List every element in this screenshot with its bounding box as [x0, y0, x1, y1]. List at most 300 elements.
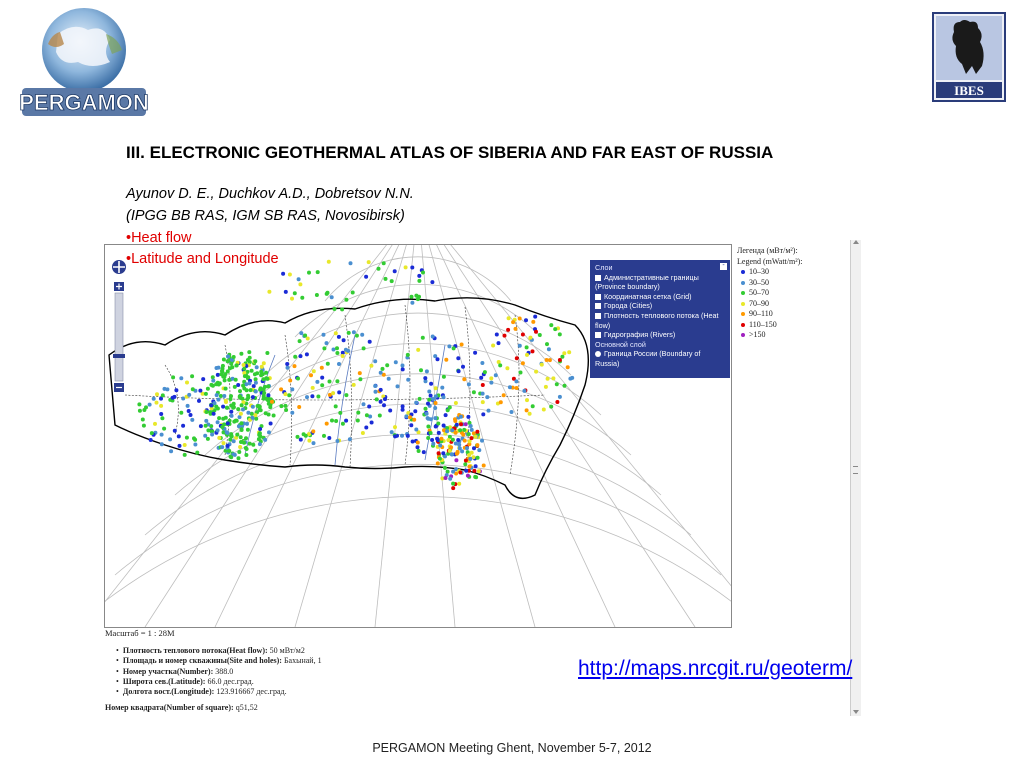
heat-flow-point[interactable]	[193, 443, 197, 447]
heat-flow-point[interactable]	[465, 446, 469, 450]
heat-flow-point[interactable]	[305, 352, 309, 356]
heat-flow-point[interactable]	[426, 402, 430, 406]
heat-flow-point[interactable]	[286, 366, 290, 370]
heat-flow-point[interactable]	[414, 401, 418, 405]
heat-flow-point[interactable]	[566, 365, 570, 369]
heat-flow-point[interactable]	[401, 408, 405, 412]
heat-flow-point[interactable]	[219, 394, 223, 398]
heat-flow-point[interactable]	[521, 361, 525, 365]
heat-flow-point[interactable]	[401, 364, 405, 368]
heat-flow-point[interactable]	[142, 424, 146, 428]
heat-flow-point[interactable]	[538, 333, 542, 337]
heat-flow-point[interactable]	[246, 428, 250, 432]
heat-flow-point[interactable]	[445, 429, 449, 433]
heat-flow-point[interactable]	[226, 421, 230, 425]
heat-flow-point[interactable]	[148, 403, 152, 407]
heat-flow-point[interactable]	[450, 452, 454, 456]
heat-flow-point[interactable]	[444, 413, 448, 417]
heat-flow-point[interactable]	[558, 395, 562, 399]
heat-flow-point[interactable]	[284, 404, 288, 408]
heat-flow-point[interactable]	[555, 382, 559, 386]
heat-flow-point[interactable]	[267, 290, 271, 294]
heat-flow-point[interactable]	[464, 469, 468, 473]
heat-flow-point[interactable]	[414, 428, 418, 432]
heat-flow-point[interactable]	[141, 418, 145, 422]
heat-flow-point[interactable]	[507, 316, 511, 320]
heat-flow-point[interactable]	[460, 343, 464, 347]
heat-flow-point[interactable]	[499, 400, 503, 404]
heat-flow-point[interactable]	[525, 345, 529, 349]
heat-flow-point[interactable]	[173, 429, 177, 433]
heat-flow-point[interactable]	[449, 445, 453, 449]
heat-flow-point[interactable]	[312, 441, 316, 445]
heat-flow-point[interactable]	[458, 471, 462, 475]
heat-flow-point[interactable]	[320, 366, 324, 370]
heat-flow-point[interactable]	[421, 271, 425, 275]
heat-flow-point[interactable]	[138, 409, 142, 413]
heat-flow-point[interactable]	[355, 334, 359, 338]
heat-flow-point[interactable]	[251, 395, 255, 399]
heat-flow-point[interactable]	[199, 424, 203, 428]
heat-flow-point[interactable]	[253, 372, 257, 376]
heat-flow-point[interactable]	[299, 354, 303, 358]
heat-flow-point[interactable]	[438, 443, 442, 447]
heat-flow-point[interactable]	[528, 412, 532, 416]
heat-flow-point[interactable]	[322, 346, 326, 350]
heat-flow-point[interactable]	[424, 407, 428, 411]
heat-flow-point[interactable]	[215, 393, 219, 397]
heat-flow-point[interactable]	[234, 378, 238, 382]
heat-flow-point[interactable]	[421, 336, 425, 340]
heat-flow-point[interactable]	[459, 422, 463, 426]
heat-flow-point[interactable]	[226, 359, 230, 363]
heat-flow-point[interactable]	[374, 390, 378, 394]
heat-flow-point[interactable]	[216, 373, 220, 377]
heat-flow-point[interactable]	[337, 362, 341, 366]
heat-flow-point[interactable]	[285, 362, 289, 366]
heat-flow-point[interactable]	[248, 356, 252, 360]
heat-flow-point[interactable]	[447, 344, 451, 348]
heat-flow-point[interactable]	[195, 451, 199, 455]
heat-flow-point[interactable]	[429, 431, 433, 435]
heat-flow-point[interactable]	[337, 390, 341, 394]
heat-flow-point[interactable]	[333, 307, 337, 311]
heat-flow-point[interactable]	[244, 453, 248, 457]
heat-flow-point[interactable]	[297, 277, 301, 281]
heat-flow-point[interactable]	[416, 441, 420, 445]
heat-flow-point[interactable]	[544, 385, 548, 389]
heat-flow-point[interactable]	[181, 397, 185, 401]
heat-flow-point[interactable]	[425, 412, 429, 416]
heat-flow-point[interactable]	[436, 461, 440, 465]
heat-flow-point[interactable]	[270, 400, 274, 404]
heat-flow-point[interactable]	[351, 291, 355, 295]
heat-flow-point[interactable]	[567, 350, 571, 354]
heat-flow-point[interactable]	[427, 398, 431, 402]
heat-flow-point[interactable]	[152, 397, 156, 401]
heat-flow-point[interactable]	[423, 376, 427, 380]
heat-flow-point[interactable]	[290, 411, 294, 415]
heat-flow-point[interactable]	[233, 385, 237, 389]
heat-flow-point[interactable]	[419, 368, 423, 372]
heat-flow-point[interactable]	[473, 351, 477, 355]
heat-flow-point[interactable]	[155, 401, 159, 405]
heat-flow-point[interactable]	[241, 384, 245, 388]
heat-flow-point[interactable]	[441, 451, 445, 455]
heat-flow-point[interactable]	[281, 272, 285, 276]
heat-flow-point[interactable]	[245, 388, 249, 392]
heat-flow-point[interactable]	[360, 333, 364, 337]
heat-flow-point[interactable]	[190, 374, 194, 378]
heat-flow-point[interactable]	[221, 364, 225, 368]
heat-flow-point[interactable]	[250, 369, 254, 373]
heat-flow-point[interactable]	[373, 359, 377, 363]
heat-flow-point[interactable]	[352, 383, 356, 387]
heat-flow-point[interactable]	[429, 382, 433, 386]
heat-flow-point[interactable]	[453, 419, 457, 423]
heat-flow-point[interactable]	[401, 404, 405, 408]
checkbox-icon[interactable]	[595, 313, 601, 319]
scroll-thumb[interactable]	[853, 466, 858, 474]
heat-flow-point[interactable]	[451, 470, 455, 474]
heat-flow-point[interactable]	[533, 315, 537, 319]
heat-flow-point[interactable]	[288, 379, 292, 383]
heat-flow-point[interactable]	[332, 348, 336, 352]
heat-flow-point[interactable]	[470, 436, 474, 440]
heat-flow-point[interactable]	[171, 375, 175, 379]
base-layer-russia-boundary[interactable]: Граница России (Boundary of Russia)	[595, 349, 701, 368]
heat-flow-point[interactable]	[457, 443, 461, 447]
heat-flow-point[interactable]	[174, 388, 178, 392]
heat-flow-point[interactable]	[267, 430, 271, 434]
heat-flow-point[interactable]	[361, 431, 365, 435]
heat-flow-point[interactable]	[382, 403, 386, 407]
heat-flow-point[interactable]	[252, 384, 256, 388]
heat-flow-point[interactable]	[508, 385, 512, 389]
heat-flow-point[interactable]	[383, 397, 387, 401]
heat-flow-point[interactable]	[222, 441, 226, 445]
heat-flow-point[interactable]	[316, 270, 320, 274]
heat-flow-point[interactable]	[503, 334, 507, 338]
heat-flow-point[interactable]	[228, 438, 232, 442]
heat-flow-point[interactable]	[482, 464, 486, 468]
heat-flow-point[interactable]	[233, 453, 237, 457]
heat-flow-point[interactable]	[322, 434, 326, 438]
heat-flow-point[interactable]	[226, 444, 230, 448]
heat-flow-point[interactable]	[349, 261, 353, 265]
heat-flow-point[interactable]	[299, 331, 303, 335]
heat-flow-point[interactable]	[370, 421, 374, 425]
heat-flow-point[interactable]	[467, 453, 471, 457]
heat-flow-point[interactable]	[475, 443, 479, 447]
heat-flow-point[interactable]	[304, 434, 308, 438]
heat-flow-point[interactable]	[390, 279, 394, 283]
heat-flow-point[interactable]	[344, 419, 348, 423]
heat-flow-point[interactable]	[434, 386, 438, 390]
heat-flow-point[interactable]	[377, 267, 381, 271]
heat-flow-point[interactable]	[384, 277, 388, 281]
heat-flow-point[interactable]	[362, 402, 366, 406]
layer-rivers[interactable]: Гидрография (Rivers)	[595, 330, 725, 340]
heat-flow-point[interactable]	[522, 389, 526, 393]
heat-flow-point[interactable]	[307, 271, 311, 275]
heat-flow-point[interactable]	[160, 442, 164, 446]
heat-flow-point[interactable]	[416, 445, 420, 449]
heat-flow-point[interactable]	[224, 399, 228, 403]
heat-flow-point[interactable]	[462, 377, 466, 381]
heat-flow-point[interactable]	[137, 402, 141, 406]
heat-flow-point[interactable]	[212, 412, 216, 416]
heat-flow-point[interactable]	[344, 298, 348, 302]
heat-flow-point[interactable]	[206, 387, 210, 391]
heat-flow-point[interactable]	[342, 338, 346, 342]
heat-flow-point[interactable]	[266, 384, 270, 388]
heat-flow-point[interactable]	[379, 388, 383, 392]
heat-flow-point[interactable]	[160, 416, 164, 420]
heat-flow-point[interactable]	[408, 415, 412, 419]
heat-flow-point[interactable]	[451, 438, 455, 442]
heat-flow-point[interactable]	[467, 432, 471, 436]
heat-flow-point[interactable]	[364, 275, 368, 279]
heat-flow-point[interactable]	[246, 395, 250, 399]
heat-flow-point[interactable]	[477, 448, 481, 452]
heat-flow-point[interactable]	[448, 477, 452, 481]
heat-flow-point[interactable]	[412, 418, 416, 422]
heat-flow-point[interactable]	[506, 328, 510, 332]
heat-flow-point[interactable]	[474, 464, 478, 468]
heat-flow-point[interactable]	[272, 414, 276, 418]
heat-flow-point[interactable]	[344, 393, 348, 397]
zoom-slider-handle[interactable]	[113, 354, 125, 358]
heat-flow-point[interactable]	[149, 438, 153, 442]
heat-flow-point[interactable]	[247, 350, 251, 354]
heat-flow-point[interactable]	[356, 419, 360, 423]
heat-flow-point[interactable]	[549, 405, 553, 409]
heat-flow-point[interactable]	[433, 406, 437, 410]
heat-flow-point[interactable]	[459, 415, 463, 419]
heat-flow-point[interactable]	[558, 332, 562, 336]
heat-flow-point[interactable]	[367, 405, 371, 409]
heat-flow-point[interactable]	[570, 376, 574, 380]
heat-flow-point[interactable]	[254, 381, 258, 385]
heat-flow-point[interactable]	[226, 355, 230, 359]
heat-flow-point[interactable]	[463, 439, 467, 443]
heat-flow-point[interactable]	[254, 390, 258, 394]
heat-flow-point[interactable]	[340, 307, 344, 311]
heat-flow-point[interactable]	[216, 420, 220, 424]
heat-flow-point[interactable]	[553, 327, 557, 331]
heat-flow-point[interactable]	[231, 406, 235, 410]
vertical-scrollbar[interactable]	[850, 240, 861, 716]
heat-flow-point[interactable]	[518, 317, 522, 321]
heat-flow-point[interactable]	[335, 346, 339, 350]
heat-flow-point[interactable]	[418, 397, 422, 401]
heat-flow-point[interactable]	[474, 435, 478, 439]
heat-flow-point[interactable]	[216, 428, 220, 432]
heat-flow-point[interactable]	[262, 361, 266, 365]
heat-flow-point[interactable]	[356, 411, 360, 415]
heat-flow-point[interactable]	[381, 367, 385, 371]
heat-flow-point[interactable]	[367, 260, 371, 264]
heat-flow-point[interactable]	[177, 434, 181, 438]
heat-flow-point[interactable]	[511, 320, 515, 324]
scroll-down-icon[interactable]	[853, 710, 859, 714]
heat-flow-point[interactable]	[229, 410, 233, 414]
heat-flow-point[interactable]	[255, 365, 259, 369]
heat-flow-point[interactable]	[187, 393, 191, 397]
heat-flow-point[interactable]	[485, 395, 489, 399]
heat-flow-point[interactable]	[305, 395, 309, 399]
heat-flow-point[interactable]	[159, 412, 163, 416]
heat-flow-point[interactable]	[205, 410, 209, 414]
heat-flow-point[interactable]	[155, 392, 159, 396]
heat-flow-point[interactable]	[510, 410, 514, 414]
heat-flow-point[interactable]	[204, 424, 208, 428]
heat-flow-point[interactable]	[454, 401, 458, 405]
heat-flow-point[interactable]	[387, 377, 391, 381]
heat-flow-point[interactable]	[208, 410, 212, 414]
heat-flow-point[interactable]	[229, 455, 233, 459]
heat-flow-point[interactable]	[388, 409, 392, 413]
heat-flow-point[interactable]	[238, 389, 242, 393]
heat-flow-point[interactable]	[169, 449, 173, 453]
heat-flow-point[interactable]	[406, 434, 410, 438]
heat-flow-point[interactable]	[223, 375, 227, 379]
heat-flow-point[interactable]	[489, 381, 493, 385]
heat-flow-point[interactable]	[468, 465, 472, 469]
heat-flow-point[interactable]	[206, 437, 210, 441]
heat-flow-point[interactable]	[222, 358, 226, 362]
heat-flow-point[interactable]	[197, 399, 201, 403]
heat-flow-point[interactable]	[540, 363, 544, 367]
heat-flow-point[interactable]	[312, 369, 316, 373]
scroll-up-icon[interactable]	[853, 240, 859, 244]
heat-flow-point[interactable]	[237, 450, 241, 454]
heat-flow-point[interactable]	[515, 386, 519, 390]
heat-flow-point[interactable]	[352, 330, 356, 334]
heat-flow-point[interactable]	[296, 377, 300, 381]
heat-flow-point[interactable]	[494, 373, 498, 377]
heat-flow-point[interactable]	[244, 446, 248, 450]
heat-flow-point[interactable]	[287, 393, 291, 397]
heat-flow-point[interactable]	[450, 428, 454, 432]
heat-flow-point[interactable]	[265, 351, 269, 355]
heat-flow-point[interactable]	[502, 393, 506, 397]
heat-flow-point[interactable]	[549, 323, 553, 327]
heat-flow-point[interactable]	[226, 431, 230, 435]
heat-flow-point[interactable]	[300, 296, 304, 300]
heat-flow-point[interactable]	[519, 371, 523, 375]
heat-flow-point[interactable]	[248, 442, 252, 446]
heat-flow-point[interactable]	[469, 424, 473, 428]
heat-flow-point[interactable]	[531, 349, 535, 353]
heat-flow-point[interactable]	[563, 384, 567, 388]
heat-flow-point[interactable]	[475, 430, 479, 434]
heat-flow-point[interactable]	[161, 393, 165, 397]
heat-flow-point[interactable]	[369, 364, 373, 368]
heat-flow-point[interactable]	[385, 363, 389, 367]
heat-flow-point[interactable]	[263, 438, 267, 442]
heat-flow-point[interactable]	[203, 434, 207, 438]
heat-flow-point[interactable]	[211, 384, 215, 388]
heat-flow-point[interactable]	[396, 384, 400, 388]
heat-flow-point[interactable]	[393, 269, 397, 273]
heat-flow-point[interactable]	[266, 377, 270, 381]
heat-flow-point[interactable]	[221, 417, 225, 421]
heat-flow-point[interactable]	[326, 362, 330, 366]
heat-flow-point[interactable]	[444, 358, 448, 362]
heat-flow-point[interactable]	[209, 403, 213, 407]
heat-flow-point[interactable]	[192, 436, 196, 440]
heat-flow-point[interactable]	[201, 377, 205, 381]
heat-flow-point[interactable]	[153, 422, 157, 426]
heat-flow-point[interactable]	[341, 354, 345, 358]
heat-flow-point[interactable]	[162, 427, 166, 431]
heat-flow-point[interactable]	[307, 439, 311, 443]
heat-flow-point[interactable]	[251, 405, 255, 409]
heat-flow-point[interactable]	[240, 403, 244, 407]
heat-flow-point[interactable]	[251, 443, 255, 447]
heat-flow-point[interactable]	[217, 436, 221, 440]
heat-flow-point[interactable]	[466, 474, 470, 478]
heat-flow-point[interactable]	[481, 412, 485, 416]
heat-flow-point[interactable]	[316, 395, 320, 399]
heat-flow-point[interactable]	[210, 433, 214, 437]
heat-flow-point[interactable]	[238, 445, 242, 449]
heat-flow-point[interactable]	[413, 409, 417, 413]
heat-flow-point[interactable]	[293, 355, 297, 359]
heat-flow-point[interactable]	[311, 429, 315, 433]
heat-flow-point[interactable]	[221, 405, 225, 409]
heat-flow-point[interactable]	[456, 451, 460, 455]
heat-flow-point[interactable]	[258, 442, 262, 446]
heat-flow-point[interactable]	[480, 439, 484, 443]
heat-flow-point[interactable]	[468, 457, 472, 461]
heat-flow-point[interactable]	[230, 414, 234, 418]
heat-flow-point[interactable]	[310, 394, 314, 398]
heat-flow-point[interactable]	[348, 437, 352, 441]
heat-flow-point[interactable]	[426, 425, 430, 429]
heat-flow-point[interactable]	[472, 390, 476, 394]
geoterm-url-link[interactable]: http://maps.nrcgit.ru/geoterm/	[578, 657, 853, 680]
heat-flow-point[interactable]	[220, 445, 224, 449]
heat-flow-point[interactable]	[393, 425, 397, 429]
heat-flow-point[interactable]	[224, 387, 228, 391]
heat-flow-point[interactable]	[410, 301, 414, 305]
heat-flow-point[interactable]	[373, 384, 377, 388]
heat-flow-point[interactable]	[216, 398, 220, 402]
heat-flow-point[interactable]	[191, 387, 195, 391]
heat-flow-point[interactable]	[232, 402, 236, 406]
heat-flow-point[interactable]	[382, 261, 386, 265]
heat-flow-point[interactable]	[220, 425, 224, 429]
heat-flow-point[interactable]	[293, 291, 297, 295]
heat-flow-point[interactable]	[242, 367, 246, 371]
heat-flow-point[interactable]	[429, 394, 433, 398]
heat-flow-point[interactable]	[168, 437, 172, 441]
heat-flow-point[interactable]	[235, 433, 239, 437]
heat-flow-point[interactable]	[560, 355, 564, 359]
heat-flow-point[interactable]	[235, 363, 239, 367]
heat-flow-point[interactable]	[462, 428, 466, 432]
heat-flow-point[interactable]	[362, 346, 366, 350]
heat-flow-point[interactable]	[545, 342, 549, 346]
heat-flow-point[interactable]	[334, 331, 338, 335]
layer-province-boundary[interactable]: Административные границы (Province boundary)	[595, 272, 699, 292]
heat-flow-point[interactable]	[198, 389, 202, 393]
heat-flow-point[interactable]	[217, 416, 221, 420]
heat-flow-point[interactable]	[211, 379, 215, 383]
